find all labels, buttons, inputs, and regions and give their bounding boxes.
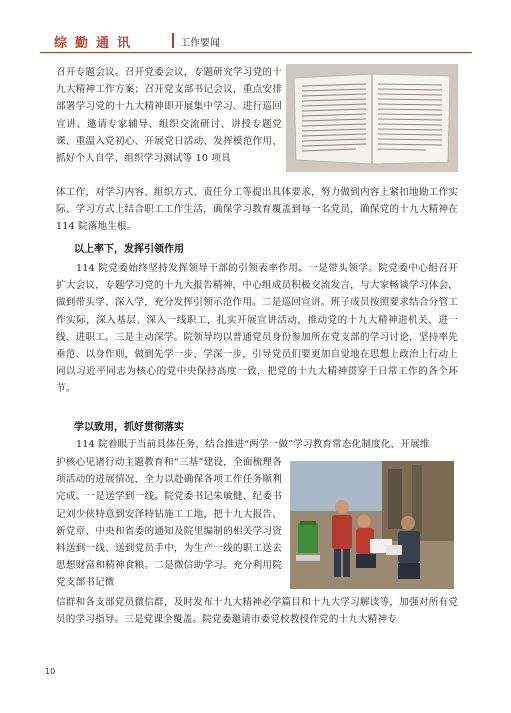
section-heading-implementation: 学以致用，抓好贯彻落实 (74, 422, 184, 433)
paragraph-leadership: 114 院党委始终坚持发挥领导干部的引领表率作用。一是带头领学。院党委中心组召开扩大会议，专题学习党的十九大报告精神，中心组成员积极交流发言，与大家畅谈学习体会，做到带头学、深入学，充分发挥引领示范作用。二是巡回宣讲。班子成员按照要求结合分管工作实际，深入基层、深入一线职工，扎实开展宣讲活动，推动党的十九大精神进机关、进一线、进职工。三是主动深学。院领导均以普通党员身份参加所在党支部的学习讨论，坚持率先垂范、以身作则，做到先学一步、学深一步，引导党员们要更加自觉地在思想上政治上行动上同以习近平同志为核心的党中央保持高度一致，把党的十九大精神贯穿于日常工作的各个环节。 (56, 263, 458, 395)
paragraph-intro-full: 体工作，对学习内容、组织方式、责任分工等提出具体要求，努力做到内容上紧扣地勘工作实际、学习方式上结合职工工作生活，确保学习教育覆盖到每一名党员，确保党的十九大精神在 114 院落地生根。 (56, 187, 458, 233)
paragraph-implementation-wrapped: 护核心见诸行动主题教育和“三基”建设，全面梳理各项活动的进展情况，全力以赴确保各项工作任务顺利完成。一是送学到一线。院党委书记朱敏健、纪委书记刘少侠特意到安泽特钻施工工地，把十九大报告、新党章、中央和省委的通知及院里编制的相关学习资料送到一线、送到党员手中，为生产一线的职工送去思想财富和精神食粮。二是微信助学习。充分利用院党支部书记微 (56, 457, 282, 589)
paragraph-implementation-tail: 信群和各支部党员微信群，及时发布十九大精神必学篇目和十九大学习解读等，加强对所有党员的学习指导。三是党课全覆盖。院党委邀请市委党校教授作党的十九大精神专 (56, 597, 458, 626)
worksite-photo (290, 461, 454, 589)
section-heading-leadership: 以上率下，发挥引领作用 (74, 244, 184, 255)
paragraph-intro-wrapped: 召开专题会议。召开党委会议，专题研究学习党的十九大精神工作方案；召开党支部书记会议，重点安排部署学习党的十九大精神即开展集中学习、进行巡回宣讲、邀请专家辅导、组织交流研讨、讲授专题党课、重温入党初心、开展党日活动、发挥模范作用、抓好个人自学、组织学习测试等 10 项具 (56, 67, 282, 165)
header-rule (40, 52, 472, 53)
newsletter-brand: 综勤通讯 (54, 36, 139, 51)
page-number: 10 (45, 667, 56, 676)
section-title: 工作要闻 (180, 38, 220, 49)
paragraph-implementation-lead: 114 院着眼于当前具体任务，结合推进“两学一做”学习教育常态化制度化、开展维 (76, 439, 430, 450)
study-booklet-photo (286, 64, 458, 172)
header-separator (172, 33, 174, 48)
page-header (40, 28, 472, 54)
